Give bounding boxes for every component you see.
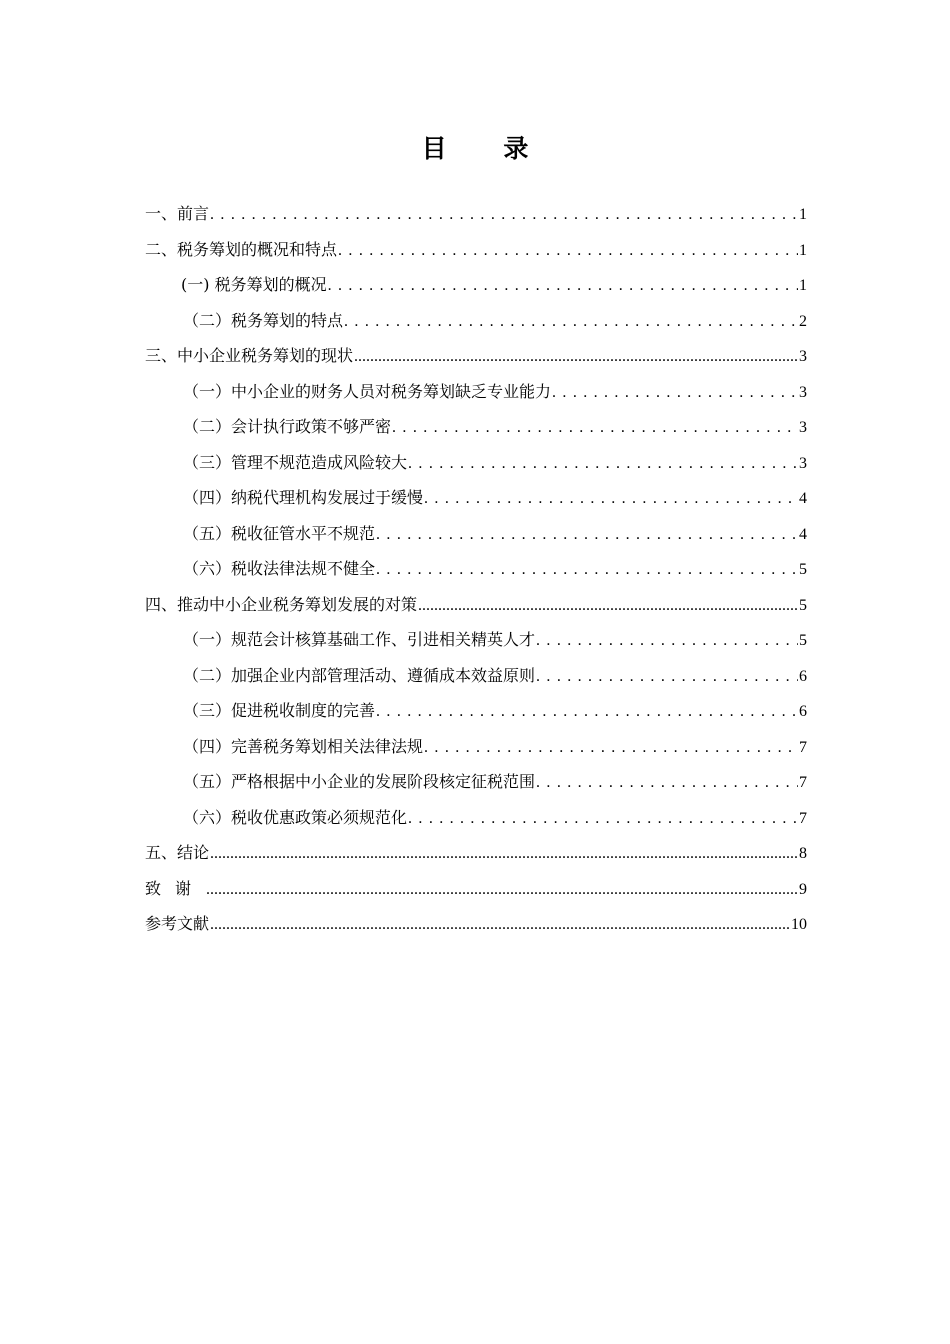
toc-entry[interactable]: [145, 658, 807, 694]
toc-entry[interactable]: [145, 338, 807, 374]
toc-entry[interactable]: [145, 622, 807, 658]
toc-page-number: 4: [799, 525, 807, 543]
toc-page-number: 1: [799, 241, 807, 259]
toc-entry-label: 五、结论: [145, 843, 210, 862]
table-of-contents: [145, 196, 807, 942]
toc-page-number: 5: [799, 632, 807, 649]
toc-page-number: 3: [799, 348, 807, 365]
toc-entry[interactable]: [145, 409, 807, 445]
dot-leader: [206, 872, 798, 908]
toc-entry[interactable]: [145, 303, 807, 339]
toc-page-number: 1: [799, 277, 807, 294]
toc-entry-label: （二）会计执行政策不够严密: [183, 417, 392, 436]
dot-leader: [210, 197, 798, 233]
toc-entry[interactable]: [145, 232, 807, 268]
dot-leader: [418, 588, 798, 624]
toc-page-number: 6: [799, 703, 807, 720]
dot-leader: [408, 446, 798, 482]
toc-page-number: 3: [799, 383, 807, 401]
toc-entry[interactable]: [145, 871, 807, 907]
toc-entry-label: 参考文献: [145, 914, 210, 933]
toc-entry-label: （三）促进税收制度的完善: [183, 701, 376, 720]
toc-entry[interactable]: [145, 693, 807, 729]
toc-entry-label: 四、推动中小企业税务筹划发展的对策: [145, 594, 418, 614]
toc-entry-label: （一）规范会计核算基础工作、引进相关精英人才: [183, 630, 536, 649]
toc-entry[interactable]: [145, 906, 807, 942]
toc-page-number: 1: [799, 206, 807, 223]
toc-entry[interactable]: [145, 835, 807, 871]
toc-page-number: 6: [799, 667, 807, 685]
dot-leader: [376, 517, 798, 553]
toc-entry-label: （五）税收征管水平不规范: [183, 523, 376, 543]
toc-entry-label: （二）税务筹划的特点: [183, 310, 344, 330]
toc-entry-label: （二）加强企业内部管理活动、遵循成本效益原则: [183, 665, 536, 685]
dot-leader: [210, 836, 798, 872]
toc-entry[interactable]: [145, 445, 807, 481]
dot-leader: [536, 623, 798, 659]
toc-page-number: 5: [799, 596, 807, 614]
toc-entry-label: (一) 税务筹划的概况: [181, 275, 327, 294]
toc-entry-label: 二、税务筹划的概况和特点: [145, 239, 338, 259]
dot-leader: [536, 765, 798, 801]
toc-entry-label: （五）严格根据中小企业的发展阶段核定征税范围: [183, 772, 536, 791]
toc-entry-label: （六）税收优惠政策必须规范化: [183, 807, 408, 827]
toc-entry-label: 三、中小企业税务筹划的现状: [145, 346, 354, 365]
toc-entry-label: 致谢: [145, 878, 206, 898]
dot-leader: [552, 375, 798, 411]
toc-entry[interactable]: [145, 480, 807, 516]
toc-entry[interactable]: [145, 729, 807, 765]
toc-entry[interactable]: [145, 196, 807, 232]
toc-page-number: 8: [799, 845, 807, 862]
toc-page-number: 3: [799, 419, 807, 436]
toc-page-number: 7: [799, 774, 807, 791]
dot-leader: [354, 339, 798, 375]
toc-entry[interactable]: [145, 587, 807, 623]
toc-entry-label: （六）税收法律法规不健全: [183, 559, 376, 578]
dot-leader: [344, 304, 798, 340]
toc-entry-label: （四）完善税务筹划相关法律法规: [183, 736, 424, 756]
toc-page-number: 5: [799, 561, 807, 578]
dot-leader: [392, 410, 798, 446]
dot-leader: [424, 481, 798, 517]
dot-leader: [328, 268, 798, 304]
toc-page-number: 7: [799, 809, 807, 827]
toc-entry[interactable]: [145, 800, 807, 836]
toc-entry[interactable]: [145, 267, 807, 303]
toc-entry[interactable]: [145, 764, 807, 800]
dot-leader: [408, 801, 798, 837]
toc-page-number: 9: [799, 880, 807, 898]
dot-leader: [536, 659, 798, 695]
toc-page-number: 10: [791, 916, 807, 933]
toc-title: 目 录: [421, 134, 553, 163]
toc-entry-label: （四）纳税代理机构发展过于缓慢: [183, 488, 424, 507]
toc-page-number: 7: [799, 738, 807, 756]
dot-leader: [338, 233, 798, 269]
toc-entry-label: （一）中小企业的财务人员对税务筹划缺乏专业能力: [183, 381, 552, 401]
toc-entry-label: 一、前言: [145, 204, 210, 223]
dot-leader: [210, 907, 790, 943]
dot-leader: [376, 694, 798, 730]
dot-leader: [424, 730, 798, 766]
toc-page-number: 3: [799, 454, 807, 472]
toc-entry[interactable]: [145, 551, 807, 587]
toc-entry[interactable]: [145, 374, 807, 410]
toc-page-number: 4: [799, 490, 807, 507]
toc-entry[interactable]: [145, 516, 807, 552]
toc-entry-label: （三）管理不规范造成风险较大: [183, 452, 408, 472]
toc-page-number: 2: [799, 312, 807, 330]
dot-leader: [376, 552, 798, 588]
